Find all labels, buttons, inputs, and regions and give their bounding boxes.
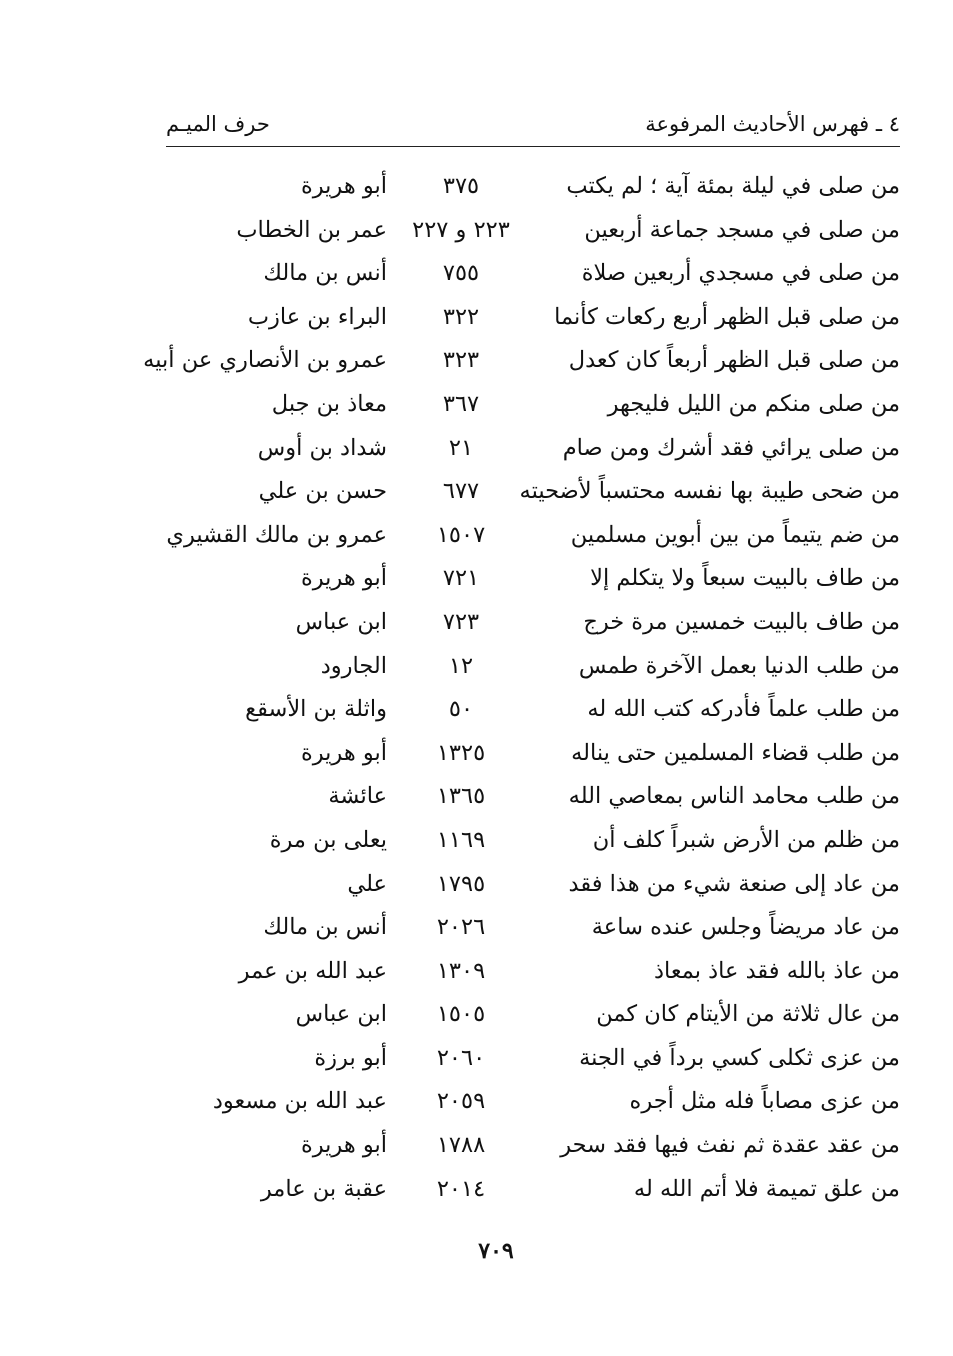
hadith-number: ٣٦٧ bbox=[442, 390, 480, 417]
narrator-name: أبو هريرة bbox=[300, 739, 387, 766]
hadith-incipit: من عزى ثكلى كسي برداً في الجنة bbox=[579, 1044, 900, 1071]
hadith-number: ٥٠ bbox=[448, 696, 474, 723]
hadith-number: ٢٠١٤ bbox=[436, 1175, 486, 1202]
narrator-name: حسن بن علي bbox=[258, 478, 387, 505]
narrator-name: أنس بن مالك bbox=[263, 914, 387, 941]
hadith-incipit: من عقد عقدة ثم نفث فيها فقد سحر bbox=[560, 1132, 900, 1159]
index-row bbox=[166, 209, 900, 253]
hadith-incipit: من عزى مصاباً فله مثل أجره bbox=[629, 1088, 900, 1115]
hadith-number: ٦٧٧ bbox=[442, 478, 480, 505]
hadith-incipit: من طلب محامد الناس بمعاصي الله bbox=[568, 783, 900, 810]
index-row bbox=[166, 645, 900, 689]
narrator-name: عمر بن الخطاب bbox=[236, 216, 387, 243]
hadith-number: ١٧٩٥ bbox=[436, 870, 486, 897]
page-number: ٧٠٩ bbox=[478, 1238, 514, 1264]
narrator-name: معاذ بن جبل bbox=[271, 390, 387, 417]
hadith-incipit: من صلى منكم من الليل فليجهر bbox=[607, 390, 900, 417]
hadith-incipit: من طلب الدنيا بعمل الآخرة طمس bbox=[578, 652, 900, 679]
narrator-name: عبد الله بن مسعود bbox=[212, 1088, 387, 1115]
hadith-number: ١٢ bbox=[448, 652, 474, 679]
narrator-name: عبد الله بن عمر bbox=[238, 957, 387, 984]
narrator-name: الجارود bbox=[320, 652, 387, 679]
narrator-name: أبو برزة bbox=[314, 1044, 387, 1071]
index-row bbox=[166, 557, 900, 601]
hadith-number: ١٣٢٥ bbox=[436, 739, 486, 766]
index-row bbox=[143, 339, 900, 383]
hadith-number: ٣٧٥ bbox=[442, 173, 480, 199]
hadith-incipit: من عاد مريضاً وجلس عنده ساعة bbox=[591, 914, 900, 941]
hadith-incipit: من صلى في مسجد جماعة أربعين bbox=[584, 216, 900, 243]
hadith-number: ١٧٨٨ bbox=[436, 1132, 486, 1159]
hadith-number: ١١٦٩ bbox=[436, 826, 486, 853]
hadith-number: ٧٢٣ bbox=[442, 608, 480, 635]
index-row bbox=[166, 950, 900, 994]
narrator-name: ابن عباس bbox=[295, 1001, 387, 1028]
narrator-name: شداد بن أوس bbox=[257, 434, 387, 461]
index-row bbox=[166, 1124, 900, 1168]
index-row bbox=[166, 1168, 900, 1212]
hadith-incipit: من صلى قبل الظهر أربع ركعات كأنما bbox=[554, 303, 900, 330]
index-row bbox=[166, 732, 900, 776]
hadith-number: ١٣٦٥ bbox=[436, 783, 486, 810]
hadith-number: ٧٥٥ bbox=[442, 260, 480, 287]
index-row bbox=[166, 252, 900, 296]
index-row bbox=[166, 1037, 900, 1081]
hadith-incipit: من طاف بالبيت سبعاً ولا يتكلم إلا bbox=[590, 565, 900, 592]
narrator-name: أبو هريرة bbox=[300, 173, 387, 199]
hadith-number: ٢٠٦٠ bbox=[436, 1044, 486, 1071]
narrator-name: أبو هريرة bbox=[300, 565, 387, 592]
hadith-incipit: من عاذ بالله فقد عاذ بمعاذ bbox=[654, 957, 900, 984]
hadith-incipit: من طلب قضاء المسلمين حتى يناله bbox=[571, 739, 900, 766]
narrator-name: عمرو بن مالك القشيري bbox=[166, 521, 387, 548]
index-row bbox=[166, 906, 900, 950]
index-row bbox=[166, 514, 900, 558]
hadith-number: ٣٢٣ bbox=[442, 347, 480, 374]
narrator-name: أبو هريرة bbox=[300, 1132, 387, 1159]
index-row bbox=[166, 775, 900, 819]
narrator-name: عائشة bbox=[328, 783, 387, 810]
section-title: ٤ ـ فهرس الأحاديث المرفوعة bbox=[645, 112, 900, 136]
index-row bbox=[166, 688, 900, 732]
hadith-number: ٢٠٥٩ bbox=[436, 1088, 486, 1115]
hadith-incipit: من صلى في ليلة بمئة آية ؛ لم يكتب bbox=[566, 173, 900, 199]
hadith-incipit: من طلب علماً فأدركه كتب الله له bbox=[587, 696, 900, 723]
index-row bbox=[166, 601, 900, 645]
index-row bbox=[166, 819, 900, 863]
running-header bbox=[166, 108, 900, 147]
narrator-name: البراء بن عازب bbox=[247, 303, 387, 330]
narrator-name: يعلى بن مرة bbox=[269, 826, 387, 853]
hadith-index-list bbox=[143, 165, 900, 1211]
index-row bbox=[166, 427, 900, 471]
index-row bbox=[166, 1080, 900, 1124]
narrator-name: عقبة بن عامر bbox=[260, 1175, 387, 1202]
hadith-incipit: من عال ثلاثة من الأيتام كان كمن bbox=[596, 1001, 900, 1028]
hadith-incipit: من صلى قبل الظهر أربعاً كان كعدل bbox=[568, 347, 900, 374]
hadith-incipit: من ظلم من الأرض شبراً كلف أن bbox=[592, 826, 900, 853]
hadith-number: ٢١ bbox=[448, 434, 474, 461]
narrator-name: علي bbox=[347, 870, 387, 897]
index-row bbox=[166, 993, 900, 1037]
narrator-name: عمرو بن الأنصاري عن أبيه bbox=[143, 347, 387, 374]
hadith-incipit: من ضحى طيبة بها نفسه محتسباً لأضحيته bbox=[519, 478, 900, 505]
hadith-number: ١٥٠٧ bbox=[436, 521, 486, 548]
hadith-number: ٣٢٢ bbox=[442, 303, 480, 330]
narrator-name: ابن عباس bbox=[295, 608, 387, 635]
hadith-number: ٧٢١ bbox=[442, 565, 480, 592]
hadith-incipit: من علق تميمة فلا أتم الله له bbox=[633, 1175, 900, 1202]
index-row bbox=[166, 470, 900, 514]
hadith-number: ٢٠٢٦ bbox=[436, 914, 486, 941]
chapter-title: حرف الميـم bbox=[166, 112, 270, 136]
index-row bbox=[166, 863, 900, 907]
hadith-incipit: من صلى في مسجدي أربعين صلاة bbox=[581, 260, 900, 287]
index-row bbox=[166, 165, 900, 209]
hadith-incipit: من صلى يرائي فقد أشرك ومن صام bbox=[562, 434, 900, 461]
hadith-incipit: من طاف بالبيت خمسين مرة خرج bbox=[583, 608, 900, 635]
narrator-name: واثلة بن الأسقع bbox=[245, 696, 387, 723]
narrator-name: أنس بن مالك bbox=[263, 260, 387, 287]
hadith-number: ١٥٠٥ bbox=[436, 1001, 486, 1028]
index-row bbox=[166, 296, 900, 340]
hadith-incipit: من ضم يتيماً من بين أبوين مسلمين bbox=[570, 521, 900, 548]
index-row bbox=[166, 383, 900, 427]
hadith-incipit: من عاد إلى صنعة شيء من هذا فقد bbox=[568, 870, 900, 897]
hadith-number: ١٣٠٩ bbox=[436, 957, 486, 984]
hadith-number: ٢٢٣ و ٢٢٧ bbox=[412, 216, 510, 243]
